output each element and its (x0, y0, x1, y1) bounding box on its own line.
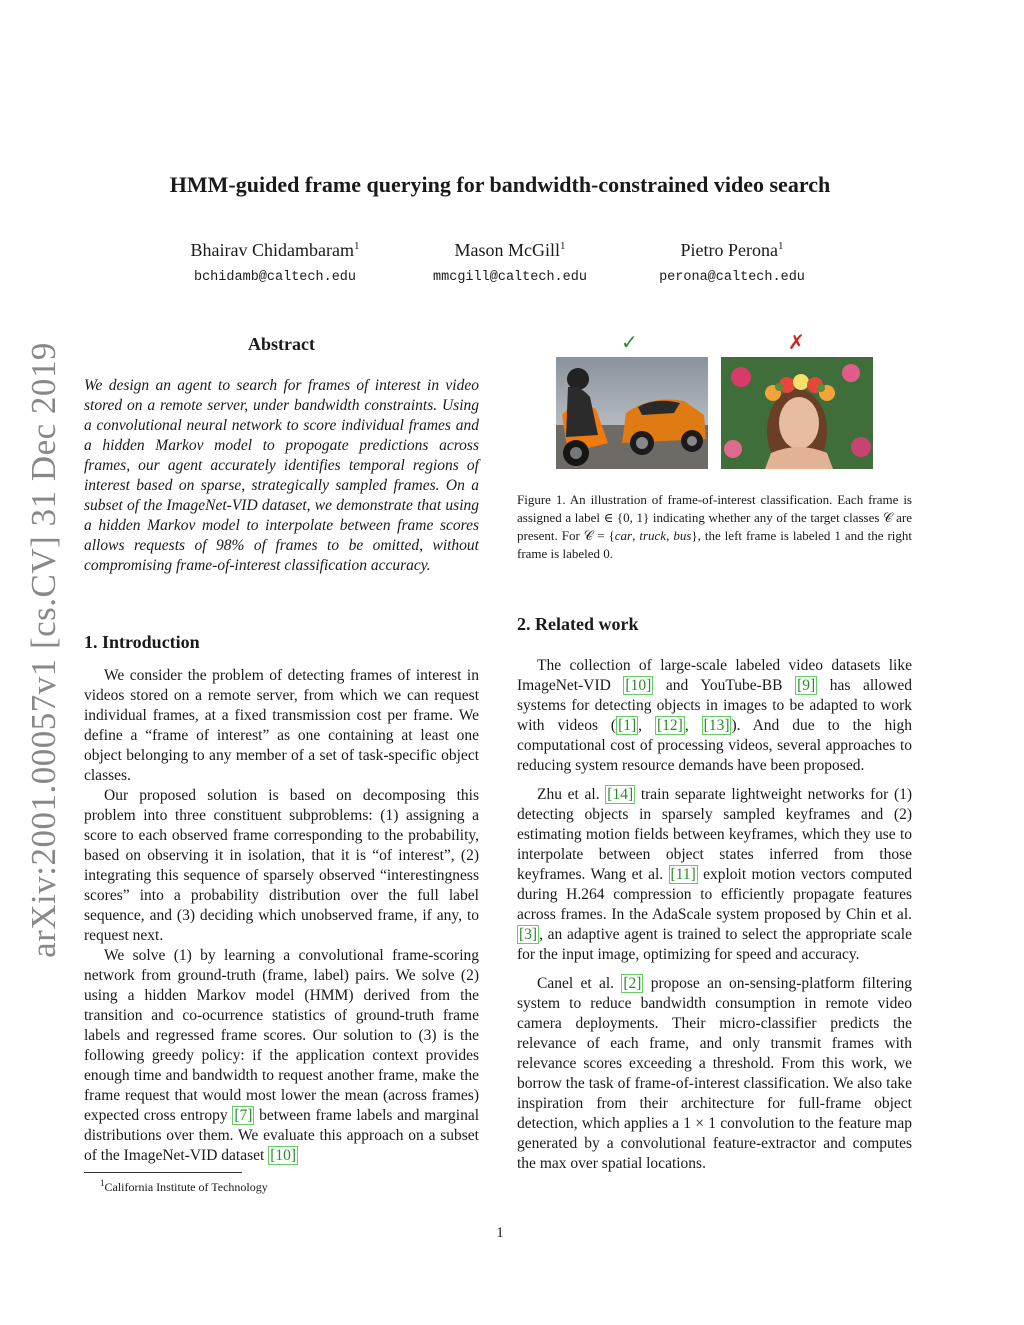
related-p2-text-a: Zhu et al. (537, 786, 600, 803)
author-1 (145, 240, 405, 261)
author-3-email[interactable]: perona@caltech.edu (659, 270, 805, 285)
author-3-name: Pietro Perona (680, 240, 778, 260)
related-p2-text-d: , an adaptive agent is trained to select the appropriate scale for the input image, optimizing for speed and accuracy. (517, 926, 912, 963)
related-paragraph-3 (517, 974, 912, 1174)
negative-cross-icon: ✗ (788, 332, 805, 354)
author-1-name: Bhairav Chidambaram (190, 240, 354, 260)
citation-12[interactable]: [12] (657, 717, 683, 734)
citation-3[interactable]: [3] (519, 926, 538, 943)
related-p2-text-c: exploit motion vectors computed during H.264 compression to efficiently propagate features across frames. In the AdaScale system proposed by Chin et al. (517, 866, 912, 923)
math-max: max (539, 1155, 567, 1172)
page-number: 1 (496, 1225, 504, 1241)
citation-11[interactable]: [11] (670, 866, 696, 883)
abstract-paragraph: We design an agent to search for frames of interest in video stored on a remote server, under bandwidth constraints. Using a convolutional neural network to score individual frames and a hidden Markov model to propogate predictions across frames, our agent accurately identifies temporal regions of interest based on sparse, strategically sampled frames. On a subset of the ImageNet-VID dataset, we demonstrate that using a hidden Markov model to interpolate between frame scores allows requests of 98% of frames to be omitted, without compromising frame-of-interest classification accuracy. (84, 377, 479, 574)
related-p1-text-a: The collection of large-scale labeled video datasets like ImageNet-VID (517, 657, 912, 694)
caption-class-truck: truck (639, 528, 667, 543)
intro-body (84, 666, 479, 1166)
arxiv-identifier: arXiv:2001.00057v1 [cs.CV] 31 Dec 2019 (24, 342, 63, 958)
author-1-email[interactable]: bchidamb@caltech.edu (193, 270, 357, 285)
author-3-affil: 1 (777, 240, 784, 252)
intro-p3-part-b: between frame labels and marginal distributions over them. We evaluate this approach on a subset of the ImageNet-VID dataset (84, 1107, 480, 1164)
citation-10[interactable]: [10] (625, 677, 652, 694)
figure-image-flower-crown-portrait (721, 357, 873, 469)
related-work-heading: 2. Related work (517, 614, 639, 634)
caption-class-car: car (614, 528, 633, 543)
citation-14[interactable]: [14] (607, 786, 634, 803)
citation-7[interactable]: [7] (234, 1107, 253, 1124)
related-p3-text-a: Canel et al. (537, 975, 615, 992)
intro-heading: 1. Introduction (84, 632, 200, 652)
related-paragraph-2 (517, 785, 912, 965)
author-2-affil: 1 (560, 240, 566, 252)
caption-part-b: }, the left frame is labeled 1 and the right frame is labeled 0. (517, 528, 913, 561)
author-2-email[interactable]: mmcgill@caltech.edu (433, 270, 587, 285)
intro-p3-part-a: We solve (1) by learning a convolutional frame-scoring network from ground-truth (frame, label) pairs. We solve (2) using a hidden Markov model (HMM) derived from the transition and co-ocurrence statistics of ground-truth frame labels and regressed frame scores. Our solution to (3) is the following greedy policy: if the application context provides enough time and bandwidth to request another frame, make the frame request that would most lower the mean (across frames) expected cross entropy (84, 947, 479, 1124)
related-p2-text-b: train separate lightweight networks for (1) detecting objects in sparsely sampled keyframes and (2) estimating motion fields between keyframes, which they use to interpolate between object states inferred from those keyframes. Wang et al. (517, 786, 913, 883)
figure-image-motorcycle-car (556, 357, 708, 469)
caption-part-a: Figure 1. An illustration of frame-of-interest classification. Each frame is assigned a label ∈ {0, 1} indicating whether any of the target classes 𝒞 are present. For 𝒞 = { (517, 492, 912, 543)
abstract-text (84, 376, 479, 576)
caption-class-bus: bus (673, 528, 692, 543)
footnote (100, 1178, 268, 1195)
related-paragraph-1: The collection of large-scale labeled video datasets like ImageNet-VID [10] and YouTube-BB [9] has allowed systems for detecting objects in images to be adapted to work with videos ( [1] , [12] , [13] ). And due to the high computational cost of processing videos, several approaches to reducing system resource demands have been proposed. (517, 657, 913, 774)
intro-paragraph-3 (84, 946, 479, 1166)
author-2 (380, 240, 640, 261)
figure-caption: Figure 1. An illustration of frame-of-interest classification. Each frame is assigned a label ∈ {0, 1} indicating whether any of the target classes 𝒞 are present. For 𝒞 = {car, truck, bus}, the left frame is labeled 1 and the right frame is labeled 0. (517, 492, 913, 561)
author-3 (602, 240, 862, 261)
positive-check-icon: ✓ (621, 332, 638, 354)
citation-13[interactable]: [13] (703, 717, 730, 734)
citation-9[interactable]: [9] (797, 677, 816, 694)
arxiv-sidebar (20, 342, 68, 958)
author-2-name: Mason McGill (454, 240, 560, 260)
related-work-body (517, 656, 912, 1174)
footnote-text: California Institute of Technology (104, 1180, 268, 1194)
citation-2[interactable]: [2] (623, 975, 642, 992)
footnote-divider (84, 1172, 242, 1173)
citation-10[interactable]: [10] (270, 1147, 297, 1164)
author-1-affil: 1 (353, 240, 360, 252)
related-p1-text-c: has allowed systems for detecting objects in images to be adapted to work with videos ( (517, 677, 913, 734)
footnote-mark: 1 (100, 1178, 105, 1188)
paper-title: HMM-guided frame querying for bandwidth-constrained video search (169, 172, 831, 197)
related-p1-text-d: ). And due to the high computational cost of processing videos, several approaches to reducing system resource demands have been proposed. (517, 717, 913, 774)
related-p1-text-b: and YouTube-BB (665, 677, 783, 694)
related-p3-text-c: over spatial locations. (570, 1155, 706, 1172)
intro-paragraph-1: We consider the problem of detecting frames of interest in videos stored on a remote server, from which we can request individual frames, at a fixed transmission cost per frame. We define a “frame of interest” as one containing at least one object belonging to any member of a set of task-specific object classes. (84, 667, 479, 784)
abstract-heading: Abstract (248, 334, 315, 354)
intro-paragraph-2: Our proposed solution is based on decomposing this problem into three constituent subproblems: (1) assigning a score to each observed frame corresponding to the probability, based on observing it in isolation, that it is “of interest”, (2) integrating this sequence of sparsely observed “interestingness scores” into a probability distribution over the full label sequence, and (3) deciding which unobserved frame, if any, to request next. (84, 787, 479, 944)
citation-1[interactable]: [1] (618, 717, 637, 734)
related-p3-text-b: propose an on-sensing-platform filtering system to reduce bandwidth consumption in remote video camera deployments. Their micro-classifier predicts the relevance of each frame, and only transmit frames with relevance scores exceeding a threshold. From this work, we borrow the task of frame-of-interest classification. We also take inspiration from their architecture for full-frame object detection, which applies a 1 × 1 convolution to the feature map generated by a convolutional feature-extractor and computes the (517, 975, 912, 1172)
